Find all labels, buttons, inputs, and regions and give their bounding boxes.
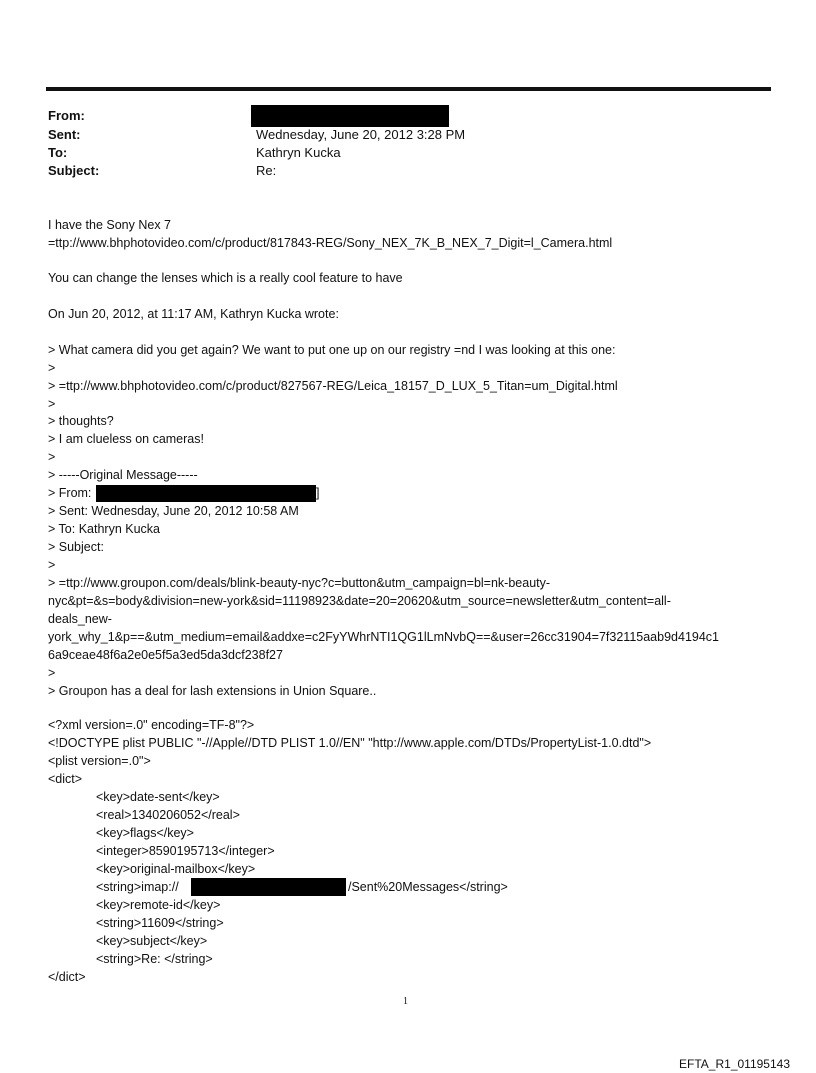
redaction-from bbox=[251, 105, 449, 127]
plist-line: /Sent%20Messages</string> bbox=[348, 880, 508, 894]
sent-label: Sent: bbox=[48, 127, 81, 142]
quote-link: deals_new- bbox=[48, 612, 112, 626]
header-rule bbox=[46, 87, 771, 91]
quote-line: > bbox=[48, 361, 56, 375]
plist-line: <string>imap:// bbox=[96, 880, 179, 894]
body-line: I have the Sony Nex 7 bbox=[48, 218, 171, 232]
to-label: To: bbox=[48, 145, 68, 160]
quote-line: > From: bbox=[48, 486, 92, 500]
body-line: You can change the lenses which is a really cool feature to have bbox=[48, 271, 403, 285]
plist-line: </dict> bbox=[48, 970, 86, 984]
quote-line: ] bbox=[316, 486, 320, 500]
subject-value: Re: bbox=[256, 163, 277, 178]
plist-line: <plist version=.0"> bbox=[48, 754, 151, 768]
subject-label: Subject: bbox=[48, 163, 100, 178]
plist-line: <key>flags</key> bbox=[96, 826, 194, 840]
plist-line: <string>Re: </string> bbox=[96, 952, 213, 966]
plist-line: <key>subject</key> bbox=[96, 934, 208, 948]
to-value: Kathryn Kucka bbox=[256, 145, 341, 160]
sent-value: Wednesday, June 20, 2012 3:28 PM bbox=[256, 127, 466, 142]
document-id: EFTA_R1_01195143 bbox=[679, 1057, 790, 1071]
plist-line: <string>11609</string> bbox=[96, 916, 224, 930]
quote-line: > thoughts? bbox=[48, 414, 114, 428]
plist-line: <real>1340206052</real> bbox=[96, 808, 240, 822]
redaction-mailbox bbox=[191, 878, 346, 896]
plist-line: <?xml version=.0" encoding=TF-8"?> bbox=[48, 718, 255, 732]
plist-line: <integer>8590195713</integer> bbox=[96, 844, 275, 858]
quote-link: > =ttp://www.bhphotovideo.com/c/product/827567-REG/Leica_18157_D_LUX_5_Titan=um_Digital.html bbox=[48, 379, 618, 393]
quote-line: > To: Kathryn Kucka bbox=[48, 522, 160, 536]
plist-line: <key>remote-id</key> bbox=[96, 898, 221, 912]
plist-line: <dict> bbox=[48, 772, 83, 786]
quote-line: > bbox=[48, 397, 56, 411]
quote-line: > Sent: Wednesday, June 20, 2012 10:58 AM bbox=[48, 504, 299, 518]
body-link: =ttp://www.bhphotovideo.com/c/product/817843-REG/Sony_NEX_7K_B_NEX_7_Digit=l_Camera.html bbox=[48, 236, 613, 250]
quote-line: > What camera did you get again? We want to put one up on our registry =nd I was looking at this one: bbox=[48, 343, 616, 357]
quote-link: york_why_1&p==&utm_medium=email&addxe=c2FyYWhrNTI1QG1lLmNvbQ==&user=26cc31904=7f32115aab9d4194c1 bbox=[48, 630, 719, 644]
plist-line: <!DOCTYPE plist PUBLIC "-//Apple//DTD PLIST 1.0//EN" "http://www.apple.com/DTDs/PropertyList-1.0.dtd"> bbox=[48, 736, 652, 750]
redaction-quoted-from bbox=[96, 485, 316, 502]
page-number: 1 bbox=[403, 996, 408, 1007]
body-line: On Jun 20, 2012, at 11:17 AM, Kathryn Kucka wrote: bbox=[48, 307, 339, 321]
quote-line: > I am clueless on cameras! bbox=[48, 432, 204, 446]
quote-line: > -----Original Message----- bbox=[48, 468, 198, 482]
from-label: From: bbox=[48, 108, 85, 123]
plist-line: <key>original-mailbox</key> bbox=[96, 862, 256, 876]
quote-link: nyc&pt=&s=body&division=new-york&sid=11198923&date=20=20620&utm_source=newsletter&utm_content=all- bbox=[48, 594, 671, 608]
plist-line: <key>date-sent</key> bbox=[96, 790, 220, 804]
quote-link: 6a9ceae48f6a2e0e5f5a3ed5da3dcf238f27 bbox=[48, 648, 283, 662]
quote-line: > Groupon has a deal for lash extensions in Union Square.. bbox=[48, 684, 377, 698]
quote-line: > bbox=[48, 666, 56, 680]
quote-link: > =ttp://www.groupon.com/deals/blink-beauty-nyc?c=button&utm_campaign=bl=nk-beauty- bbox=[48, 576, 551, 590]
quote-line: > bbox=[48, 450, 56, 464]
quote-line: > bbox=[48, 558, 56, 572]
quote-line: > Subject: bbox=[48, 540, 104, 554]
